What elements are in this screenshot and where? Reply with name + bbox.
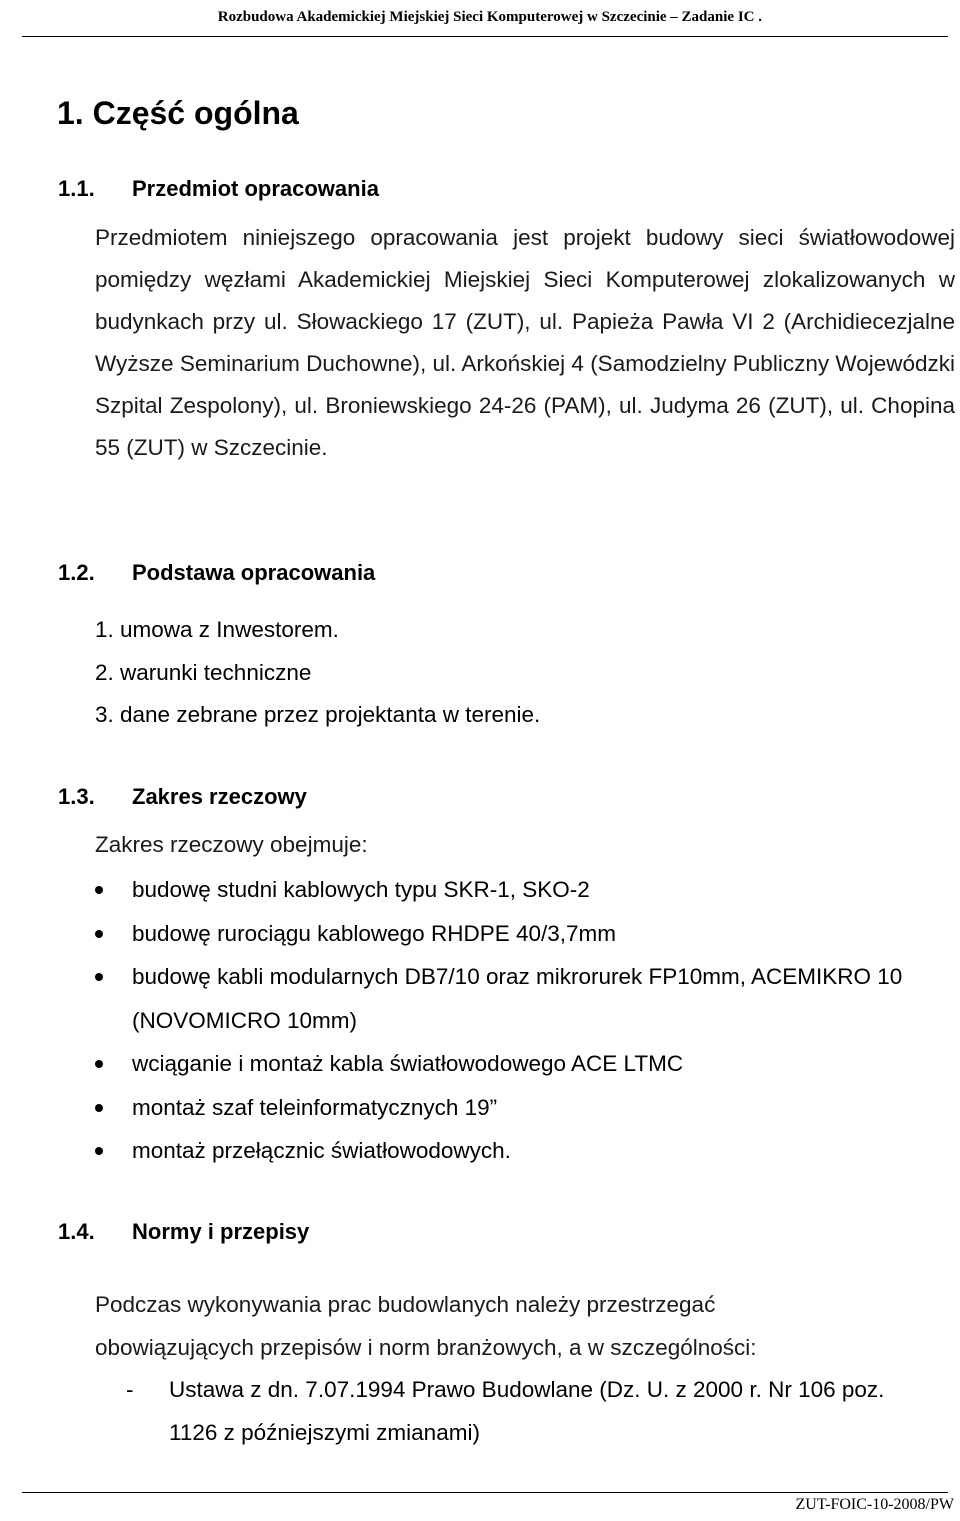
list-item: 1. umowa z Inwestorem. bbox=[95, 617, 339, 642]
chapter-title: Część ogólna bbox=[92, 95, 299, 131]
norms-item-text: Ustawa z dn. 7.07.1994 Prawo Budowlane (Dz. U. z 2000 r. Nr 106 poz. 1126 z późniejszymi zmianami) bbox=[169, 1377, 885, 1445]
section-title: Przedmiot opracowania bbox=[132, 176, 379, 201]
scope-bullet-list bbox=[95, 868, 960, 1173]
section-title: Podstawa opracowania bbox=[132, 560, 376, 585]
section-number: 1.1. bbox=[58, 176, 95, 201]
list-item: 3. dane zebrane przez projektanta w terenie. bbox=[95, 702, 541, 727]
dash-marker: - bbox=[126, 1377, 134, 1402]
bullet-icon bbox=[95, 930, 103, 938]
running-header: Rozbudowa Akademickiej Miejskiej Sieci Komputerowej w Szczecinie – Zadanie IC . bbox=[217, 9, 762, 25]
basis-list bbox=[95, 609, 540, 737]
scope-intro: Zakres rzeczowy obejmuje: bbox=[95, 832, 368, 857]
list-item: budowę studni kablowych typu SKR-1, SKO-2 bbox=[95, 868, 960, 912]
section-heading-1-1 bbox=[58, 176, 379, 202]
document-code: ZUT-FOIC-10-2008/PW bbox=[795, 1496, 954, 1513]
bullet-icon bbox=[95, 1104, 103, 1112]
section-number: 1.2. bbox=[58, 560, 95, 585]
section-number: 1.4. bbox=[58, 1219, 95, 1244]
list-item: 2. warunki techniczne bbox=[95, 659, 312, 685]
section-heading-1-4 bbox=[58, 1219, 309, 1245]
section-1-1-body: Przedmiotem niniejszego opracowania jest projekt budowy sieci światłowodowej pomiędzy węzłami Akademickiej Miejskiej Sieci Komputerowej zlokalizowanych w budynkach przy ul. Słowackiego 17 (ZUT), ul. Papieża Pawła VI 2 (Archidiecezjalne Wyższe Seminarium Duchowne), ul. Arkońskiej 4 (Samodzielny Publiczny Wojewódzki Szpital Zespolony), ul. Broniewskiego 24-26 (PAM), ul. Judyma 26 (ZUT), ul. Chopina 55 (ZUT) w Szczecinie. bbox=[95, 225, 955, 460]
bullet-icon bbox=[95, 973, 103, 981]
header-divider bbox=[22, 36, 948, 38]
footer-divider bbox=[22, 1492, 948, 1494]
chapter-number: 1. bbox=[57, 95, 84, 131]
list-item: budowę rurociągu kablowego RHDPE 40/3,7mm bbox=[95, 912, 960, 956]
list-item: montaż przełącznic światłowodowych. bbox=[95, 1129, 960, 1173]
list-item: wciąganie i montaż kabla światłowodowego ACE LTMC bbox=[95, 1042, 960, 1086]
section-heading-1-3 bbox=[58, 784, 307, 810]
bullet-icon bbox=[95, 1060, 103, 1068]
section-heading-1-2 bbox=[58, 560, 375, 586]
section-title: Zakres rzeczowy bbox=[132, 784, 307, 809]
norms-intro-line-1: Podczas wykonywania prac budowlanych należy przestrzegać bbox=[95, 1292, 716, 1317]
bullet-icon bbox=[95, 1147, 103, 1155]
bullet-icon bbox=[95, 886, 103, 894]
list-item: budowę kabli modularnych DB7/10 oraz mikrorurek FP10mm, ACEMIKRO 10 (NOVOMICRO 10mm) bbox=[95, 955, 960, 1042]
chapter-heading bbox=[57, 95, 299, 132]
norms-list-item bbox=[128, 1368, 908, 1454]
section-title: Normy i przepisy bbox=[132, 1219, 310, 1244]
list-item: montaż szaf teleinformatycznych 19” bbox=[95, 1086, 960, 1130]
section-number: 1.3. bbox=[58, 784, 95, 809]
norms-intro-line-2: obowiązujących przepisów i norm branżowych, a w szczególności: bbox=[95, 1335, 757, 1360]
